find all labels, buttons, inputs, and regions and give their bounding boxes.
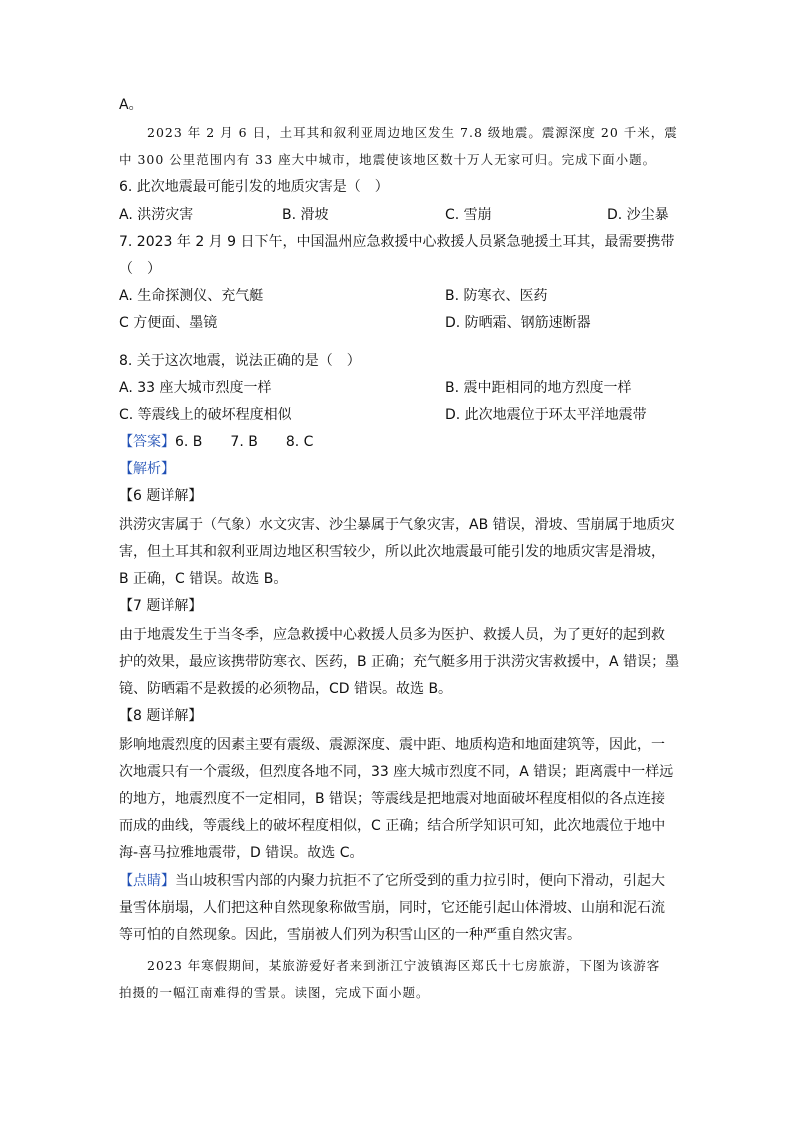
q7-option-a: A. 生命探测仪、充气艇	[119, 288, 264, 304]
detail8-line: 影响地震烈度的因素主要有震级、震源深度、震中距、地质构造和地面建筑等，因此，一	[119, 737, 665, 753]
detail7-line: 护的效果，最应该携带防寒衣、医药，B 正确；充气艇多用于洪涝灾害救援中，A 错误；墨	[119, 654, 680, 670]
detail6-tag: 【6 题详解】	[119, 488, 203, 504]
detail7-tag: 【7 题详解】	[119, 598, 203, 614]
intro2-line2: 拍摄的一幅江南难得的雪景。读图，完成下面小题。	[119, 985, 430, 1000]
note-text: 当山坡积雪内部的内聚力抗拒不了它所受到的重力拉引时，便向下滑动，引起大	[175, 873, 665, 889]
q7-option-d: D. 防晒霜、钢筋速断器	[445, 315, 591, 331]
q6-stem: 6. 此次地震最可能引发的地质灾害是（ ）	[119, 179, 389, 195]
intro1-line1: 2023 年 2 月 6 日，土耳其和叙利亚周边地区发生 7.8 级地震。震源深度 20 千米，震	[147, 125, 678, 140]
note-line: 量雪体崩塌，人们把这种自然现象称做雪崩，同时，它还能引起山体滑坡、山崩和泥石流	[119, 900, 665, 916]
detail6-line: 害，但土耳其和叙利亚周边地区积雪较少，所以此次地震最可能引发的地质灾害是滑坡，	[119, 544, 665, 560]
q6-option-d: D. 沙尘暴	[607, 207, 669, 223]
q8-option-c: C. 等震线上的破坏程度相似	[119, 407, 292, 423]
detail8-line: 而成的曲线，等震线上的破坏程度相似，C 正确；结合所学知识可知，此次地震位于地中	[119, 818, 666, 834]
q7-option-b: B. 防寒衣、医药	[445, 288, 548, 304]
detail6-line: B 正确，C 错误。故选 B。	[119, 571, 288, 587]
q7-option-c: C 方便面、墨镜	[119, 315, 218, 331]
q8-option-b: B. 震中距相同的地方烈度一样	[445, 380, 632, 396]
detail7-line: 由于地震发生于当冬季，应急救援中心救援人员多为医护、救援人员，为了更好的起到救	[119, 627, 665, 643]
q7-stem-line1: 7. 2023 年 2 月 9 日下午，中国温州应急救援中心救援人员紧急驰援土耳其，最需要携带	[119, 234, 675, 250]
q8-option-d: D. 此次地震位于环太平洋地震带	[445, 407, 647, 423]
detail8-tag: 【8 题详解】	[119, 708, 203, 724]
q6-option-c: C. 雪崩	[445, 207, 492, 223]
intro2-line1: 2023 年寒假期间，某旅游爱好者来到浙江宁波镇海区郑氏十七房旅游，下图为该游客	[147, 958, 661, 973]
q7-stem-line2: （ ）	[119, 261, 161, 277]
detail8-line: 次地震只有一个震级，但烈度各地不同，33 座大城市烈度不同，A 错误；距离震中一样远	[119, 764, 674, 780]
analysis-tag: 【解析】	[119, 461, 175, 477]
answer-tag: 【答案】	[119, 434, 175, 450]
answer-text: 6. B 7. B 8. C	[175, 434, 314, 450]
intro1-line2: 中 300 公里范围内有 33 座大中城市，地震使该地区数十万人无家可归。完成下面小题。	[119, 152, 657, 167]
note-tag: 【点睛】	[119, 873, 175, 889]
answer-line	[119, 432, 313, 452]
detail7-line: 镜、防晒霜不是救援的必须物品，CD 错误。故选 B。	[119, 681, 453, 697]
q8-stem: 8. 关于这次地震，说法正确的是（ ）	[119, 353, 361, 369]
note-line: 等可怕的自然现象。因此，雪崩被人们列为积雪山区的一种严重自然灾害。	[119, 927, 581, 943]
top-fragment: A。	[119, 97, 143, 113]
note-line1	[119, 871, 665, 891]
detail6-line: 洪涝灾害属于（气象）水文灾害、沙尘暴属于气象灾害，AB 错误，滑坡、雪崩属于地质灾	[119, 517, 675, 533]
q6-option-a: A. 洪涝灾害	[119, 207, 194, 223]
q6-option-b: B. 滑坡	[282, 207, 329, 223]
detail8-line: 的地方，地震烈度不一定相同，B 错误；等震线是把地震对地面破坏程度相似的各点连接	[119, 791, 666, 807]
q8-option-a: A. 33 座大城市烈度一样	[119, 380, 272, 396]
detail8-line: 海-喜马拉雅地震带，D 错误。故选 C。	[119, 845, 364, 861]
